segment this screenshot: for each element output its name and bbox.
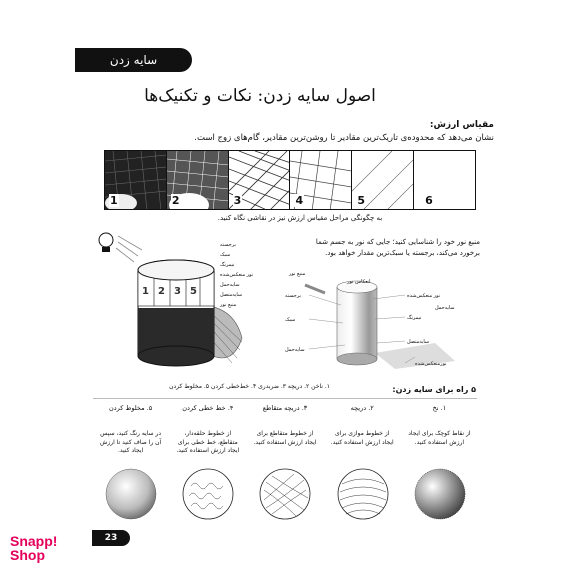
technique-title: ۳. دریچه متقاطع	[262, 404, 308, 412]
light-source-note: منبع نور خود را شناسایی کنید؛ جایی که نور به جسم شما برخورد می‌کند، برجسته یا سبک‌ترین مقدار خواهد بود.	[315, 238, 480, 257]
stipple-sphere	[411, 466, 469, 522]
legend-item: سایه‌حمل	[220, 282, 240, 288]
divider	[93, 398, 477, 399]
blended-sphere	[102, 466, 160, 522]
technique-blending	[92, 404, 169, 530]
technique-description: از خطوط موازی برای ایجاد ارزش استفاده کنید.	[330, 430, 394, 446]
technique-title: ۱. نخ	[432, 404, 447, 412]
diagram-label: نورمنعکس‌شده	[415, 361, 447, 367]
diagram-label: نیمرنگ	[407, 315, 422, 321]
cylinder-illustration	[92, 228, 292, 398]
technique-cross-hatching	[246, 404, 323, 530]
lightbulb-icon	[99, 233, 113, 252]
diagram-label: برجسته	[285, 293, 301, 299]
technique-scribbling	[169, 404, 246, 530]
section-tag: سایه زدن	[75, 48, 192, 72]
hatching-sphere	[334, 466, 392, 522]
diagram-label: سایه‌حمل	[435, 305, 455, 311]
value-scale-heading: مقیاس ارزش:	[429, 120, 494, 130]
value-scale-description: نشان می‌دهد که محدوده‌ی تاریک‌ترین مقادیر تا روشن‌ترین مقادیر، گام‌های زوج است.	[194, 133, 494, 143]
diagram-label: سبک	[285, 317, 296, 323]
cylinder-number: 5	[190, 286, 197, 297]
technique-hatching	[324, 404, 401, 530]
legend-item: نور منعکس‌شده	[220, 272, 254, 278]
value-step-4	[290, 151, 352, 209]
value-step-1	[105, 151, 167, 209]
value-step-label: 3	[233, 194, 242, 207]
legend-item: نیمرنگ	[220, 262, 235, 268]
snappshop-logo	[10, 534, 80, 562]
diagram-label: سایه‌متصل	[407, 339, 430, 345]
value-step-label: 1	[110, 194, 118, 207]
value-step-label: 5	[357, 194, 365, 207]
logo-line: Snapp!	[10, 533, 58, 549]
value-step-2	[167, 151, 229, 209]
value-step-label: 4	[295, 194, 304, 207]
logo-line: Shop	[10, 547, 45, 563]
technique-description: از خطوط متقاطع برای ایجاد ارزش استفاده کنید.	[253, 430, 317, 446]
diagram-label: نور منعکس‌شده	[407, 293, 441, 299]
ways-heading: ۵ راه برای سایه زدن:	[392, 385, 476, 394]
cylinder-number: 2	[158, 286, 165, 297]
scribble-sphere	[179, 466, 237, 522]
value-scale	[104, 150, 476, 210]
technique-description: از خطوط حلقه‌دار، متقاطع، خط خطی برای ایجاد ارزش استفاده کنید.	[176, 430, 240, 455]
legend-item: سایه‌متصل	[220, 292, 243, 298]
legend-item: سبک	[220, 252, 231, 258]
page-number: 23	[92, 530, 130, 546]
diagram-label: منبع نور	[289, 271, 306, 277]
shading-techniques	[92, 404, 478, 530]
technique-description: از نقاط کوچک برای ایجاد ارزش استفاده کنید.	[408, 430, 471, 446]
page-title: اصول سایه زدن: نکات و تکنیک‌ها	[144, 86, 376, 106]
technique-description: در سایه رنگ کنید، سپس آن را صاف کنید تا ارزش ایجاد کنید.	[99, 430, 162, 455]
technique-title: ۲. دریچه	[350, 404, 374, 412]
value-step-6	[414, 151, 475, 209]
technique-title: ۵. مخلوط کردن	[108, 404, 153, 412]
technique-stipple	[401, 404, 478, 530]
cross-hatching-sphere	[256, 466, 314, 522]
ways-list: ۱. ناخن ۲. دریچه ۳. ضربدری ۴. خط‌خطی کردن ۵. مخلوط کردن	[169, 383, 330, 390]
cylinder-number: 1	[142, 286, 149, 297]
technique-title: ۴. خط خطی کردن	[182, 404, 234, 412]
cylinder-drawing	[92, 228, 292, 398]
cylinder-number: 3	[174, 286, 181, 297]
diagram-label: انعکاس نور	[347, 279, 371, 285]
legend-item: برجسته	[220, 242, 236, 248]
legend-item: منبع نور	[220, 302, 237, 308]
value-scale-caption: به چگونگی مراحل مقیاس ارزش نیز در نقاشی نگاه کنید.	[217, 214, 383, 222]
value-step-label: 6	[425, 194, 433, 207]
diagram-label: سایه‌حمل	[285, 347, 305, 353]
value-step-5	[352, 151, 414, 209]
value-step-label: 2	[171, 194, 180, 207]
value-step-3	[229, 151, 291, 209]
cylinder-diagram	[265, 265, 475, 375]
